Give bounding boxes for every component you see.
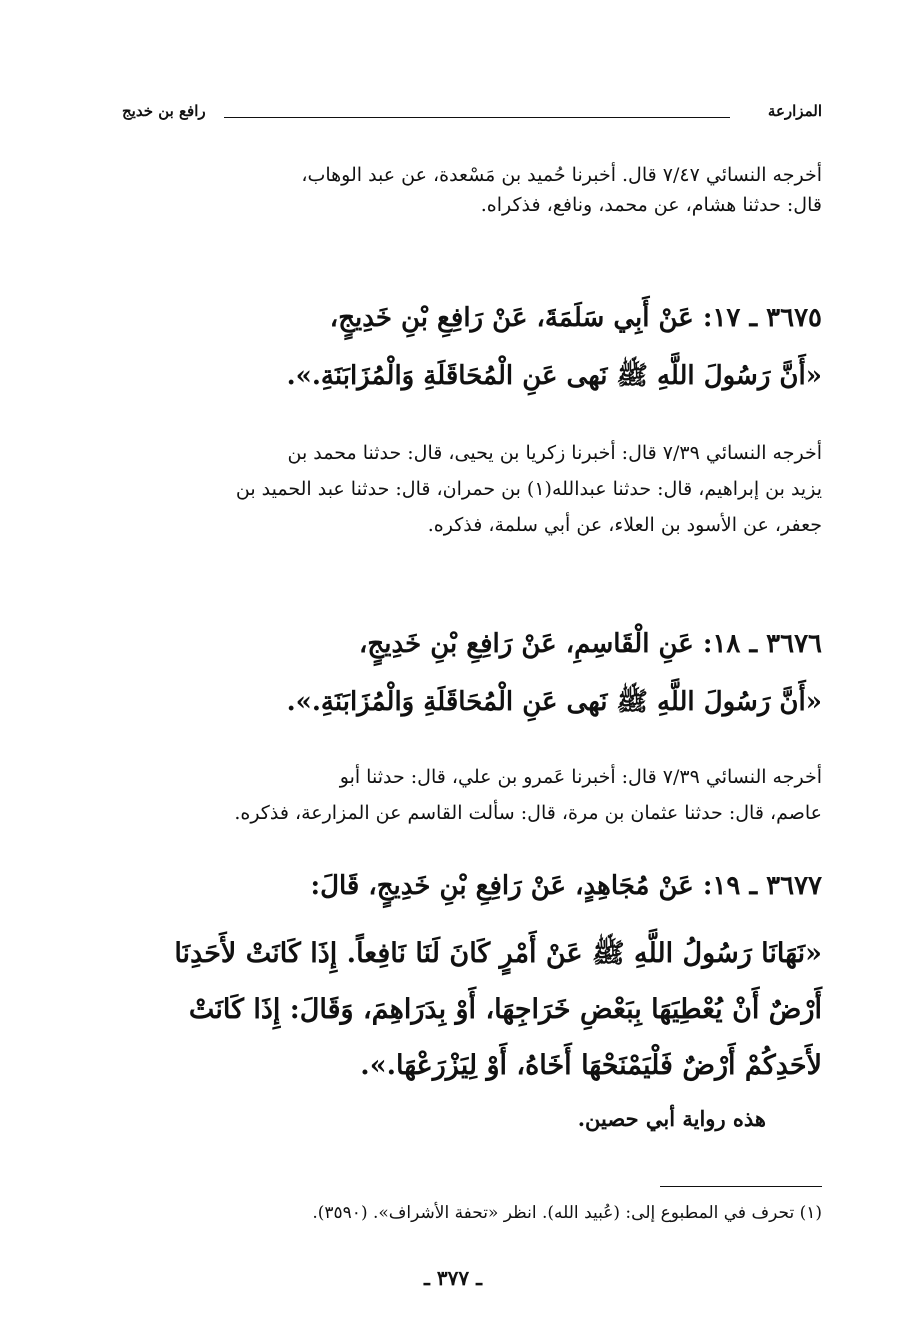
takhrij-paragraph (118, 438, 822, 540)
hadith-text-line: لأَحَدِكُمْ أَرْضٌ فَلْيَمْنَحْهَا أَخَاهُ، أَوْ لِيَزْرَعْهَا.». (360, 1050, 822, 1081)
header-rule (224, 117, 730, 118)
hadith-3675 (118, 294, 822, 400)
text-line: قال: حدثنا هشام، عن محمد، ونافع، فذكراه. (480, 194, 822, 216)
text-line: أخرجه النسائي ٧/٣٩ قال: أخبرنا عَمرو بن علي، قال: حدثنا أبو (339, 766, 822, 788)
hadith-3676 (118, 620, 822, 726)
section-title: رافع بن خديج (122, 102, 206, 120)
text-line: جعفر، عن الأسود بن العلاء، عن أبي سلمة، فذكره. (427, 514, 822, 536)
chapter-title: المزارعة (767, 102, 822, 120)
page-number: ـ ٣٧٧ ـ (424, 1266, 482, 1290)
running-header (122, 98, 822, 128)
hadith-number-line: ٣٦٧٥ ـ ١٧: عَنْ أَبِي سَلَمَةَ، عَنْ رَافِعِ بْنِ خَدِيجٍ، (329, 303, 822, 333)
hadith-text-line: «أَنَّ رَسُولَ اللَّهِ ﷺ نَهى عَنِ الْمُحَاقَلَةِ وَالْمُزَابَنَةِ.». (286, 687, 822, 717)
takhrij-paragraph (118, 160, 822, 220)
hadith-3677-number (118, 862, 822, 910)
hadith-number-line: ٣٦٧٧ ـ ١٩: عَنْ مُجَاهِدٍ، عَنْ رَافِعِ بْنِ خَدِيجٍ، قَالَ: (310, 871, 822, 901)
footnote-rule (660, 1186, 822, 1187)
text-line: عاصم، قال: حدثنا عثمان بن مرة، قال: سألت القاسم عن المزارعة، فذكره. (234, 802, 822, 824)
text-line: يزيد بن إبراهيم، قال: حدثنا عبدالله(١) بن حمران، قال: حدثنا عبد الحميد بن (235, 478, 822, 500)
takhrij-paragraph (118, 762, 822, 828)
text-line: أخرجه النسائي ٧/٣٩ قال: أخبرنا زكريا بن يحيى، قال: حدثنا محمد بن (287, 442, 822, 464)
text-line: أخرجه النسائي ٧/٤٧ قال. أخبرنا حُميد بن مَسْعدة، عن عبد الوهاب، (301, 164, 822, 186)
hadith-3677-text (118, 928, 822, 1092)
hadith-number-line: ٣٦٧٦ ـ ١٨: عَنِ الْقَاسِمِ، عَنْ رَافِعِ بْنِ خَدِيجٍ، (359, 629, 822, 659)
hadith-text-line: «نَهَانَا رَسُولُ اللَّهِ ﷺ عَنْ أَمْرٍ كَانَ لَنَا نَافِعاً. إِذَا كَانَتْ لأَحَدِنَا (174, 938, 822, 969)
narration-note: هذه رواية أبي حصين. (577, 1106, 766, 1131)
hadith-text-line: «أَنَّ رَسُولَ اللَّهِ ﷺ نَهى عَنِ الْمُحَاقَلَةِ وَالْمُزَابَنَةِ.». (286, 361, 822, 391)
hadith-text-line: أَرْضٌ أَنْ يُعْطِيَهَا بِبَعْضِ خَرَاجِهَا، أَوْ بِدَرَاهِمَ، وَقَالَ: إِذَا كَانَتْ (188, 994, 822, 1025)
footnote: (١) تحرف في المطبوع إلى: (عُبيد الله). انظر «تحفة الأشراف». (٣٥٩٠). (312, 1203, 822, 1223)
